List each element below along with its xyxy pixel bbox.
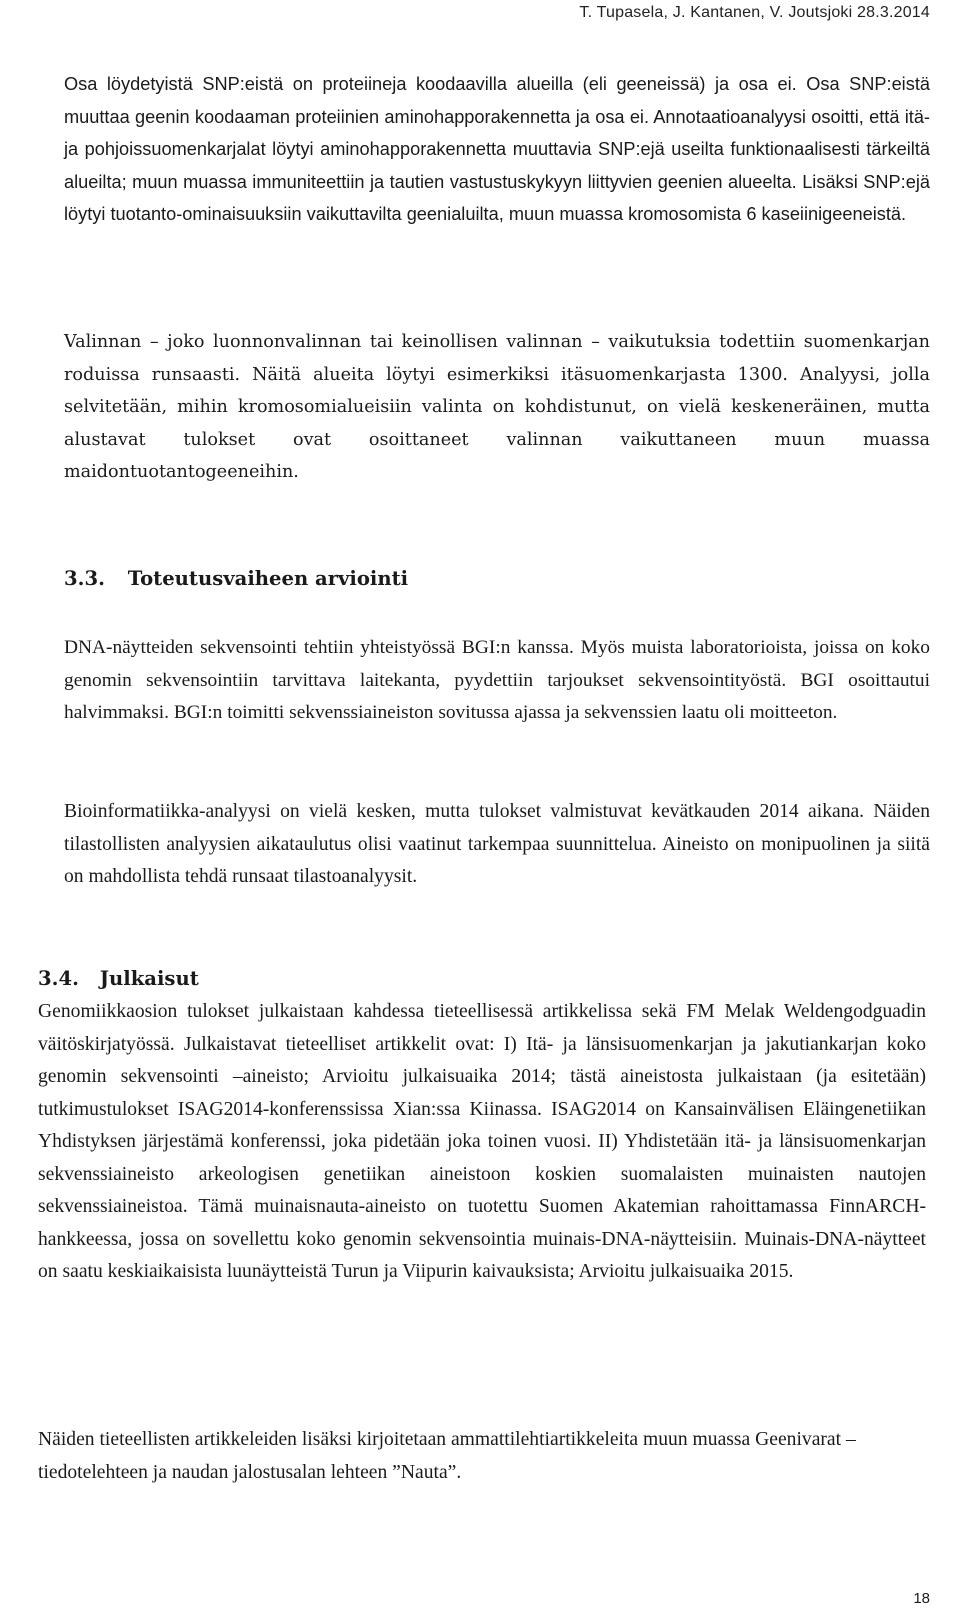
section-title: Toteutusvaiheen arviointi bbox=[127, 567, 409, 590]
body-paragraph: DNA-näytteiden sekvensointi tehtiin yhteistyössä BGI:n kanssa. Myös muista laboratorioista, joissa on koko genomin sekvensointiin tarvittava laitekanta, pyydettiin tarjoukset sekvensointityöstä. BGI osoittautui halvimmaksi. BGI:n toimitti sekvenssiaineiston sovitussa ajassa ja sekvenssien laatu oli moitteeton. bbox=[64, 637, 930, 723]
body-paragraph: Valinnan – joko luonnonvalinnan tai keinollisen valinnan – vaikutuksia todettiin suomenkarjan roduissa runsaasti. Näitä alueita löytyi esimerkiksi itäsuomenkarjasta 1300. Analyysi, jolla selvitetään, mihin kromosomialueisiin valinta on kohdistunut, on vielä keskeneräinen, mutta alustavat tulokset ovat osoittaneet valinnan vaikuttaneen muun muassa maidontuotantogeeneihin. bbox=[64, 332, 930, 482]
section-heading-3-3 bbox=[64, 566, 408, 592]
section-number: 3.4. bbox=[38, 967, 79, 990]
body-paragraph: Näiden tieteellisten artikkeleiden lisäksi kirjoitetaan ammattilehtiartikkeleita muun muassa Geenivarat –tiedotelehteen ja naudan jalostusalan lehteen ”Nauta”. bbox=[38, 1429, 856, 1483]
page-number: 18 bbox=[913, 1590, 930, 1607]
paragraph-publications bbox=[38, 996, 926, 1289]
section-heading-3-4 bbox=[38, 966, 199, 992]
paragraph-articles bbox=[38, 1424, 926, 1489]
body-paragraph: Osa löydetyistä SNP:eistä on proteiineja koodaavilla alueilla (eli geeneissä) ja osa ei. Osa SNP:eistä muuttaa geenin koodaaman proteiinien aminohapporakennetta ja osa ei. Annotaatioanalyysi osoitti, että itä- ja pohjoissuomenkarjalat löytyi aminohapporakennetta muuttavia SNP:ejä useilta funktionaalisesti tärkeiltä alueilta; muun muassa immuniteettiin ja tautien vastustuskykyyn liittyvien geenien alueelta. Lisäksi SNP:ejä löytyi tuotanto-ominaisuuksiin vaikuttavilta geenialuilta, muun muassa kromosomista 6 kaseiinigeeneistä. bbox=[64, 74, 930, 224]
body-paragraph: Bioinformatiikka-analyysi on vielä kesken, mutta tulokset valmistuvat kevätkauden 2014 aikana. Näiden tilastollisten analyysien aikataulutus olisi vaatinut tarkempaa suunnittelua. Aineisto on monipuolinen ja siitä on mahdollista tehdä runsaat tilastoanalyysit. bbox=[64, 801, 930, 887]
paragraph-bioinformatics bbox=[64, 796, 930, 894]
section-number: 3.3. bbox=[64, 567, 105, 590]
page-header: T. Tupasela, J. Kantanen, V. Joutsjoki 28.3.2014 bbox=[579, 4, 930, 21]
paragraph-selection bbox=[64, 326, 930, 489]
section-title: Julkaisut bbox=[99, 967, 199, 990]
paragraph-sequencing bbox=[64, 632, 930, 730]
paragraph-snp-results bbox=[64, 68, 930, 231]
body-paragraph: Genomiikkaosion tulokset julkaistaan kahdessa tieteellisessä artikkelissa sekä FM Melak Weldengodguadin väitöskirjatyössä. Julkaistavat tieteelliset artikkelit ovat: I) Itä- ja länsisuomenkarjan ja jakutiankarjan koko genomin sekvensointi –aineisto; Arvioitu julkaisuaika 2014; tästä aineistosta julkaistaan (ja esitetään) tutkimustulokset ISAG2014-konferenssissa Xian:ssa Kiinassa. ISAG2014 on Kansainvälisen Eläingenetiikan Yhdistyksen järjestämä konferenssi, joka pidetään joka toinen vuosi. II) Yhdistetään itä- ja länsisuomenkarjan sekvenssiaineisto arkeologisen genetiikan aineistoon koskien suomalaisten muinaisten nautojen sekvenssiaineistoa. Tämä muinaisnauta-aineisto on tuotettu Suomen Akatemian rahoittamassa FinnARCH-hankkeessa, jossa on sovellettu koko genomin sekvensointia muinais-DNA-näytteisiin. Muinais-DNA-näytteet on saatu keskiaikaisista luunäytteistä Turun ja Viipurin kaivauksista; Arvioitu julkaisuaika 2015. bbox=[38, 1001, 926, 1282]
